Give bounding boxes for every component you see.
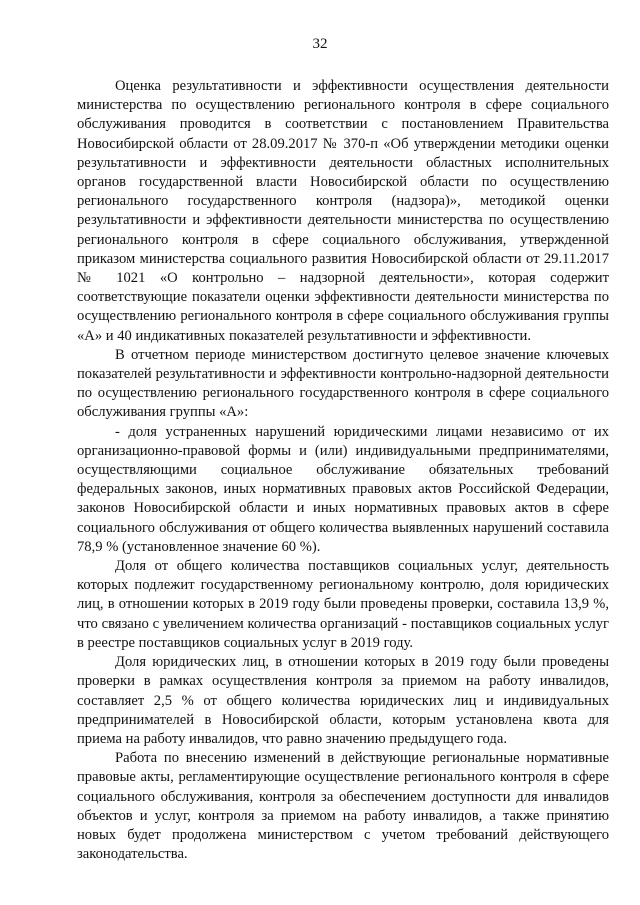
paragraph-eliminated-violations: - доля устраненных нарушений юридическими лицами независимо от их организационно-правовой формы и (или) индивидуальными предпринимателями, осуществляющими социальное обслуживание обязательных требований федеральных законов, иных нормативных правовых актов Российской Федерации, законов Новосибирской области и иных нормативных правовых актов в сфере социального обслуживания от общего количества выявленных нарушений составила 78,9 % (установленное значение 60 %). xyxy=(77,423,609,555)
paragraph-target-values: В отчетном периоде министерством достигнуто целевое значение ключевых показателей результативности и эффективности контрольно-надзорной деятельности по осуществлению регионального государственного контроля в сфере социального обслуживания группы «А»: xyxy=(77,346,609,421)
paragraph-providers-share: Доля от общего количества поставщиков социальных услуг, деятельность которых подлежит государственному региональному контролю, доля юридических лиц, в отношении которых в 2019 году были проведены проверки, составила 13,9 %, что связано с увеличением количества организаций - поставщиков социальных услуг в реестре поставщиков социальных услуг в 2019 году. xyxy=(77,558,609,651)
paragraph-methodology: Оценка результативности и эффективности осуществления деятельности министерства по осуществлению регионального контроля в сфере социального обслуживания проводится в соответствии с постановлением Правительства Новосибирской области от 28.09.2017 № 370-п «Об утверждении методики оценки результативности и эффективности деятельности областных исполнительных органов государственной власти Новосибирской области по осуществлению регионального государственного контроля (надзора)», методикой оценки результативности и эффективности деятельности министерства по осуществлению регионального контроля в сфере социального обслуживания, утвержденной приказом министерства социального развития Новосибирской области от 29.11.2017 № 1021 «О контрольно – надзорной деятельности», которая содержит соответствующие показатели оценки эффективности деятельности министерства по осуществлению регионального контроля в сфере социального обслуживания группы «А» и 40 индикативных показателей результативности и эффективности. xyxy=(77,78,609,344)
paragraph-disabled-employment: Доля юридических лиц, в отношении которых в 2019 году были проведены проверки в рамках осуществления контроля за приемом на работу инвалидов, составляет 2,5 % от общего количества юридических лиц и индивидуальных предпринимателей в Новосибирской области, которым установлена квота для приема на работу инвалидов, что равно значению предыдущего года. xyxy=(77,654,609,747)
document-body xyxy=(77,77,609,864)
paragraph-regulatory-work: Работа по внесению изменений в действующие региональные нормативные правовые акты, регламентирующие осуществление регионального контроля в сфере социального обслуживания, контроля за обеспечением доступности для инвалидов объектов и услуг, контроля за приемом на работу инвалидов, а также принятию новых будет продолжена министерством с учетом требований действующего законодательства. xyxy=(77,750,609,863)
page-number: 32 xyxy=(312,36,328,52)
